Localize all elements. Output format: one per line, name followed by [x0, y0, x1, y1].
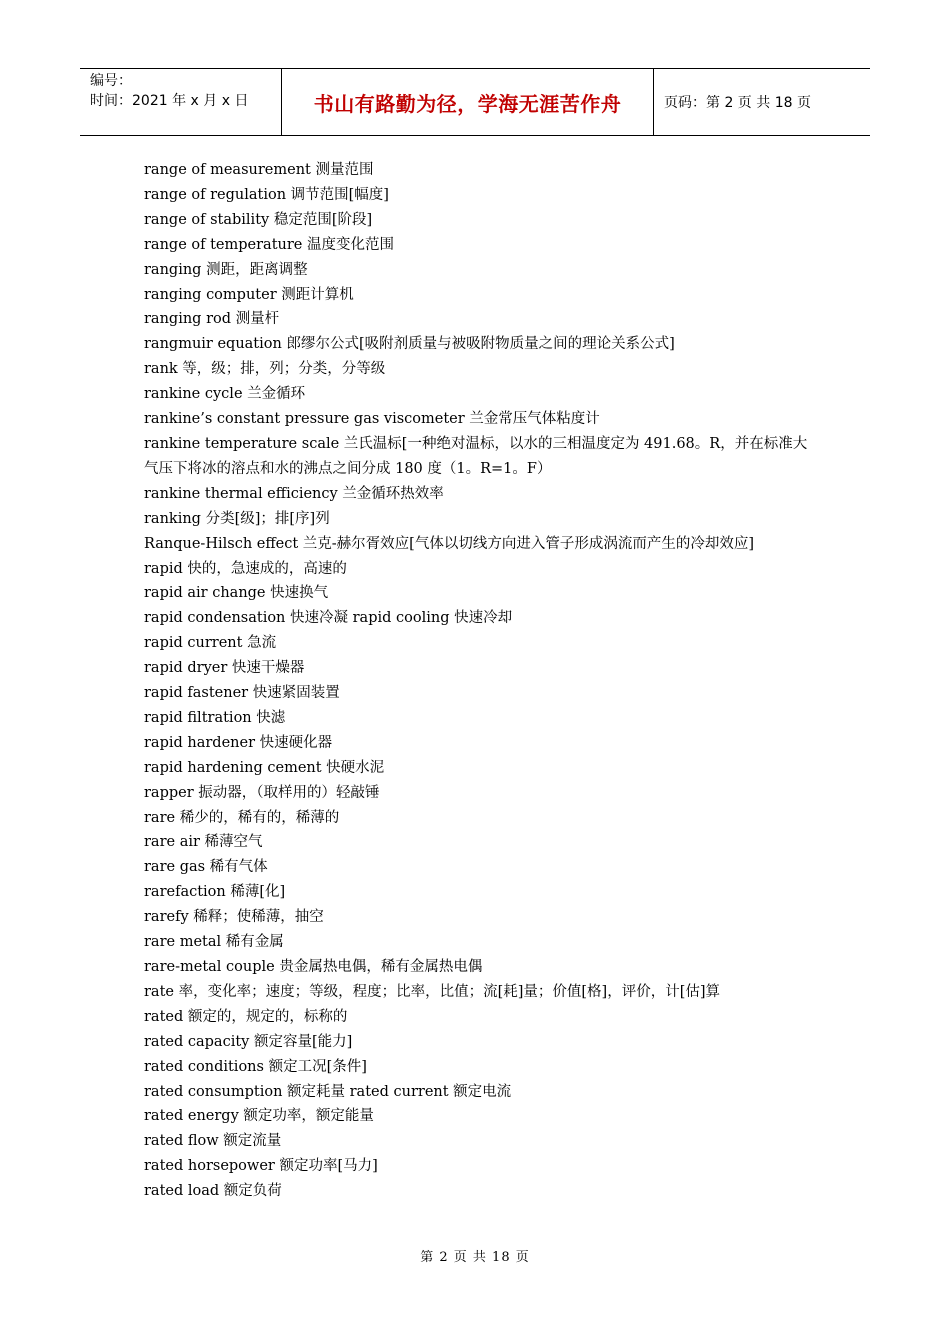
glossary-entry: rankine temperature scale 兰氏温标[一种绝对温标，以水的三相温度定为 491.68。R，并在标准大气压下将冰的溶点和水的沸点之间分成 180 度（1。R=1。F） [144, 435, 808, 477]
glossary-entry: range of measurement 测量范围 [144, 162, 374, 178]
glossary-entry: rapid current 急流 [144, 635, 277, 652]
header-page-number: 页码：第 2 页 共 18 页 [664, 95, 811, 111]
glossary-entry: ranging rod 测量杆 [144, 311, 280, 328]
glossary-entry: rare-metal couple 贵金属热电偶，稀有金属热电偶 [144, 959, 483, 975]
glossary-entry: rated horsepower 额定功率[马力] [144, 1158, 378, 1175]
glossary-entry: rare metal 稀有金属 [144, 934, 284, 951]
glossary-entry: rated consumption 额定耗量 rated current 额定电流 [144, 1083, 512, 1100]
glossary-entry: ranging 测距，距离调整 [144, 261, 308, 278]
glossary-entry: range of stability 稳定范围[阶段] [144, 211, 373, 228]
glossary-entry: rapid dryer 快速干燥器 [144, 660, 305, 677]
glossary-entry: rated capacity 额定容量[能力] [144, 1033, 353, 1050]
glossary-entry: ranking 分类[级]；排[序]列 [144, 510, 330, 527]
date-label: 时间：2021 年 x 月 x 日 [90, 93, 249, 109]
page-footer: 第 2 页 共 18 页 [420, 1250, 530, 1265]
glossary-entry: rated flow 额定流量 [144, 1133, 282, 1150]
glossary-entry: rangmuir equation 郎缪尔公式[吸附剂质量与被吸附物质量之间的理论关系公式] [144, 336, 675, 353]
glossary-entry: rate 率，变化率；速度；等级，程度；比率，比值；流[耗]量；价值[格]，评价，计[估]算 [144, 983, 721, 1000]
glossary-entry: rare air 稀薄空气 [144, 834, 263, 851]
header-info [80, 69, 281, 135]
glossary-entry: rarefy 稀释；使稀薄，抽空 [144, 909, 324, 926]
glossary-entry: rarefaction 稀薄[化] [144, 884, 286, 901]
page-header [80, 68, 870, 136]
glossary-entry: rank 等，级；排，列；分类，分等级 [144, 361, 386, 378]
glossary-entry: rare gas 稀有气体 [144, 859, 268, 876]
glossary-entry: rapper 振动器，（取样用的）轻敲锤 [144, 784, 380, 801]
glossary-entry: rated load 额定负荷 [144, 1183, 282, 1200]
glossary-entry: rapid 快的，急速成的，高速的 [144, 560, 347, 577]
glossary-content [144, 158, 814, 1204]
glossary-entry: rated conditions 额定工况[条件] [144, 1058, 367, 1075]
glossary-entry: rated 额定的，规定的，标称的 [144, 1008, 348, 1025]
glossary-entry: rankine thermal efficiency 兰金循环热效率 [144, 485, 444, 502]
glossary-entry: rated energy 额定功率，额定能量 [144, 1108, 374, 1125]
glossary-entry: rapid hardener 快速硬化器 [144, 734, 333, 751]
glossary-entry: rapid filtration 快滤 [144, 709, 286, 726]
glossary-entry: rankine cycle 兰金循环 [144, 386, 306, 403]
glossary-entry: rankine’s constant pressure gas viscometer 兰金常压气体粘度计 [144, 411, 600, 428]
glossary-entry: ranging computer 测距计算机 [144, 286, 354, 303]
glossary-entry: rapid condensation 快速冷凝 rapid cooling 快速冷却 [144, 610, 513, 627]
glossary-entry: rapid hardening cement 快硬水泥 [144, 759, 385, 776]
glossary-entry: range of temperature 温度变化范围 [144, 236, 394, 253]
glossary-entry: rapid fastener 快速紧固装置 [144, 685, 340, 702]
glossary-entry: Ranque-Hilsch effect 兰克-赫尔胥效应[气体以切线方向进入管子形成涡流而产生的冷却效应] [144, 535, 754, 552]
glossary-entry: range of regulation 调节范围[幅度] [144, 186, 389, 203]
glossary-entry: rare 稀少的，稀有的，稀薄的 [144, 809, 340, 826]
header-motto: 书山有路勤为径，学海无涯苦作舟 [281, 69, 654, 135]
glossary-entry: rapid air change 快速换气 [144, 585, 329, 602]
code-label: 编号： [90, 73, 132, 89]
